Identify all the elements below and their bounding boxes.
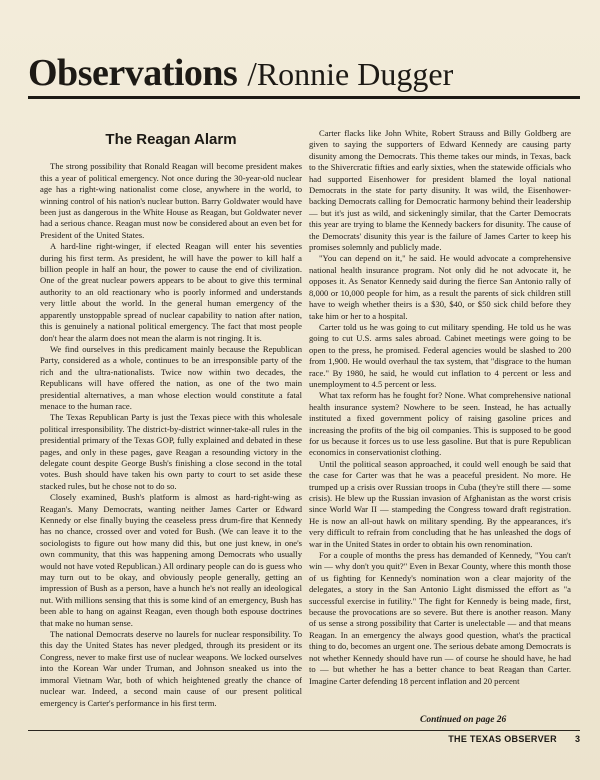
- paragraph: "You can depend on it," he said. He would advocate a comprehensive national health insurance program. Not only did he not advocate it, he opposes it. As Senator Kennedy said during the fierce San Antonio rally of 8,000 or 10,000 people for him, as a result the parents of sick children still have to weigh whether theirs is a $30, $40, or $50 sick child before they take him or her to a hospital.: [309, 253, 571, 321]
- column-name: Observations: [28, 52, 238, 94]
- paragraph: Carter flacks like John White, Robert Strauss and Billy Goldberg are given to saying the supporters of Edward Kennedy are causing party disunity among the Democrats. This theme takes our minds, in Texas, back to the Shivercratic fifties and early sixties, when the statewide officials who had supported Eisenhower for president blamed the loyal national Democrats in the state for party disunity. It was wild, the Eisenhower-backing Democrats calling for Democratic harmony behind their leadership — but it's just as wild, and sickeningly similar, that the Carter Democrats this year are trying to blame the Kennedy backers for disunity. The cause of the Democrats' disunity this year is the failure of James Carter to keep his promises solemnly and publicly made.: [309, 128, 571, 253]
- continued-notice: Continued on page 26: [420, 715, 507, 725]
- article-title: The Reagan Alarm: [105, 131, 237, 148]
- paragraph: We find ourselves in this predicament mainly because the Republican Party, considered as a whole, continues to be an irresponsible party of the rich and the ultra-nationalists. Twice now within two decades, the Republicans will have offered the nation, as one of the two main presidential alternatives, a man whose election would constitute a fatal menace to the human race.: [40, 343, 302, 411]
- column-header: [28, 52, 580, 99]
- paragraph: The strong possibility that Ronald Reagan will become president makes this a year of political emergency. Not once during the 30-year-old nuclear age has a right-wing nationalist come close, anywhere in the world, to winning control of his nation's nuclear button. Barry Goldwater would have been just as dangerous in the White House as Reagan, but Goldwater never had a serious chance. Reagan must now be considered about an even bet for President of the United States.: [40, 161, 302, 240]
- author-name: Ronnie Dugger: [256, 56, 454, 92]
- right-column: [309, 128, 571, 687]
- header-separator: /: [247, 56, 257, 93]
- paragraph: Carter told us he was going to cut military spending. He told us he was going to cut U.S. arms sales abroad. Cabinet meetings were going to be open to the press, he promised. Federal agencies would be slashed to 200 from 1,900. He would overhaul the tax system, that "disgrace to the human race." By 1980, he said, he would cut inflation to 4 percent or less and unemployment to 4.5 percent or less.: [309, 321, 571, 389]
- paragraph: The national Democrats deserve no laurels for nuclear responsibility. To this day the United States has never pledged, through its president or its Congress, never to make first use of nuclear weapons. We locked ourselves into the Korean War under Truman, and Johnson sneaked us into the immoral Vietnam War, both of which heightened greatly the chance of nuclear war. Indeed, a second main cause of our present political emergency is Carter's performance in his first term.: [40, 629, 302, 708]
- paragraph: A hard-line right-winger, if elected Reagan will enter his seventies during his first term. As president, he will have the power to kill half a billion people in half an hour, the power to cause the end of civilization. One of the great nuclear powers appears to be about to give this terminal authority to an old reactionary who is poorly informed and understands very little about the world. In the general human emergency of the apparently unstoppable spread of nuclear capability to nation after nation, this is genuinely a national political emergency. The fact that most people don't hear the alarm does not mean the alarm is not ringing. It is.: [40, 241, 302, 343]
- paragraph: What tax reform has he fought for? None. What comprehensive national health insurance system? Nowhere to be seen. Instead, he has actually instituted a fixed government policy of raising gasoline prices and increasing the profits of the big oil companies. This is supposed to be good for us because it forces us to use less gasoline. But that is pure Republican economics in conservationist clothing.: [309, 390, 571, 458]
- left-column: [40, 124, 302, 709]
- page-number: 3: [574, 734, 580, 744]
- publication-name: THE TEXAS OBSERVER: [448, 734, 557, 744]
- page-footer: [28, 730, 580, 744]
- paragraph: For a couple of months the press has demanded of Kennedy, "You can't win — why don't you quit?" Even in Bexar County, where this month those of us fighting for Kennedy's nomination won a clear majority of the delegates, a story in the San Antonio Light dismissed the effort as "a successful exercise in futility." The fight for Kennedy is being made, first, because the provocations are so severe. But there is another reason. Many of us sense a strong possibility that Carter is unelectable — and that means Reagan. In an emergency the always good question, what's the practical thing to do, becomes an urgent one. The serious debate among Democrats is not whether Kennedy should have run — of course he should have, he had to — but whether he has a better chance to beat Reagan than Carter. Imagine Carter defending 18 percent inflation and 20 percent: [309, 550, 571, 686]
- paragraph: Closely examined, Bush's platform is almost as hard-right-wing as Reagan's. Many Democrats, wanting neither James Carter or Edward Kennedy or else finally buying the ceaseless press drum-fire that Kennedy has no chance, crossed over and voted for Bush. (We can leave it to the sociologists to figure out how many did this, but one just knew, in one's own community, that this was happening among Democrats who usually would not have voted Republican.) All ordinary people can do is guess who may turn out to be okay, and obviously people generally, getting an impression of Bush as a person, have a hunch he's not really an ideological nut. With millions sensing that this is some kind of an emergency, Bush has been able to hang on against Reagan, even though both espouse doctrines that make no human sense.: [40, 492, 302, 628]
- paragraph: Until the political season approached, it could well enough be said that the case for Carter was that he was a peaceful president. No more. He trumped up a crisis over Russian troops in Cuba (they're still there — some crisis). He blew up the Russian invasion of Afghanistan as the worst crisis since World War II — stampeding the Congress toward draft registration. He is now an all-out hawk on military spending. By the appearances, it's very difficult to refrain from concluding that he has unleashed the dogs of war in the United States in order to obtain his own renomination.: [309, 458, 571, 549]
- paragraph: The Texas Republican Party is just the Texas piece with this wholesale political irresponsibility. The district-by-district winner-take-all rules in the presidential primary of the Texas GOP, fully explained and debated in these pages, and only in these pages, gave Reagan a resounding victory in the delegate count despite George Bush's finishing a close second in the total votes. Bush should have taken his own party to court to set aside these stacked rules, but he chose not to do so.: [40, 412, 302, 491]
